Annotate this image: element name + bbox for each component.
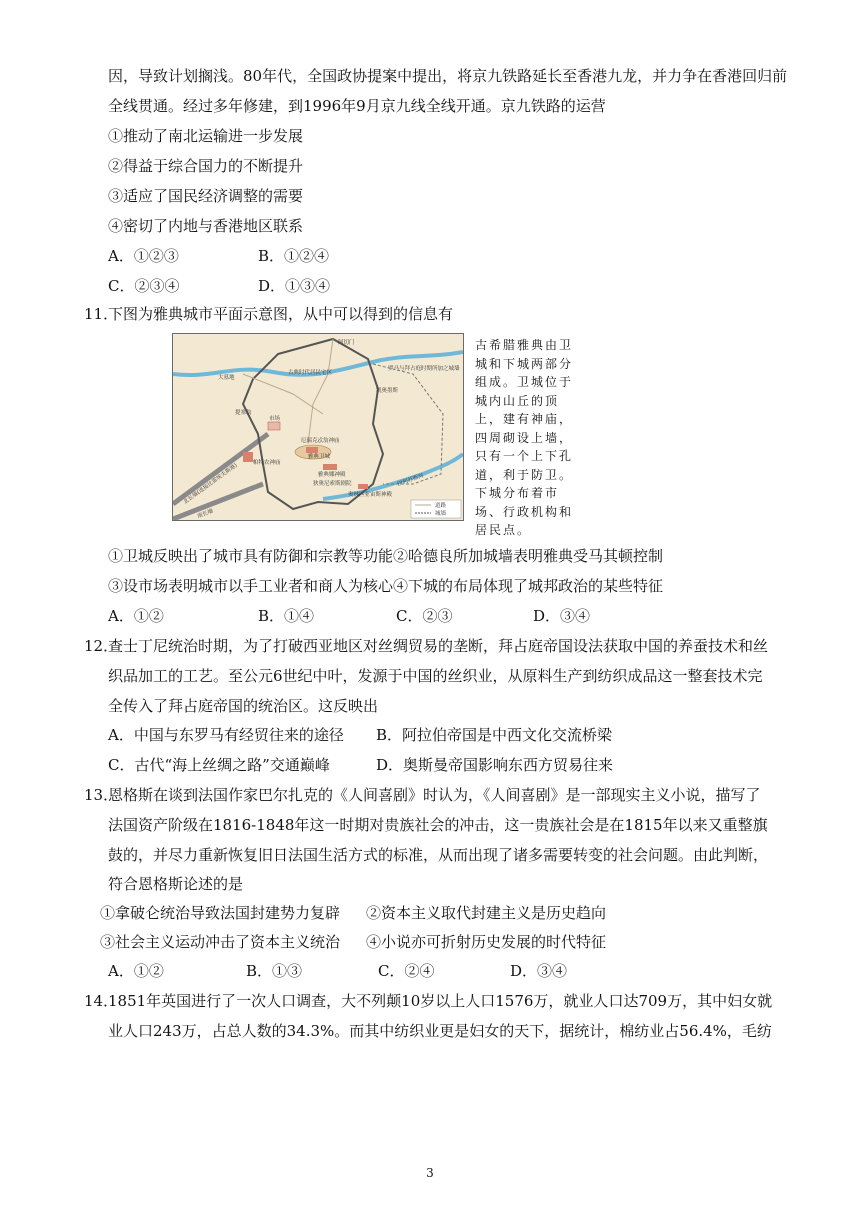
intro-line-1: 因，导致计划搁浅。80年代，全国政协提案中提出，将京九铁路延长至香港九龙，并力争在香港回归前 bbox=[108, 67, 788, 85]
q12-option-c: C．古代“海上丝绸之路”交通巅峰 bbox=[108, 756, 330, 774]
intro-line-2: 全线贯通。经过多年修建，到1996年9月京九线全线开通。京九铁路的运营 bbox=[108, 97, 606, 115]
label-palace: 提塞翁 bbox=[235, 410, 252, 416]
long-wall-north bbox=[173, 434, 268, 504]
legend-road: 道路 bbox=[435, 503, 447, 509]
q11-option-c: C．②③ bbox=[396, 607, 453, 625]
intro-option-a: A．①②③ bbox=[108, 247, 179, 265]
intro-option-b: B．①②④ bbox=[258, 247, 330, 265]
pnyx-mark bbox=[243, 452, 253, 462]
label-river: 伊利苏斯河 bbox=[396, 472, 425, 488]
q11-items-line-2: ③设市场表明城市以手工业者和商人为核心④下城的布局体现了城邦政治的某些特征 bbox=[108, 577, 664, 595]
label-market-top: 凯奥墨斯 bbox=[376, 388, 399, 394]
parthenon-mark bbox=[306, 447, 318, 453]
agora-mark bbox=[268, 422, 280, 430]
q13-option-d: D．③④ bbox=[510, 962, 568, 980]
hadrian-wall bbox=[373, 364, 443, 484]
q11-option-b: B．①④ bbox=[258, 607, 315, 625]
label-long-wall1: 北长墙(连接比雷埃夫斯港) bbox=[182, 462, 239, 506]
olympieion-mark bbox=[358, 484, 368, 489]
label-odeum: 厄瑞克忒翁神庙 bbox=[301, 438, 340, 444]
intro-item-2: ②得益于综合国力的不断提升 bbox=[108, 157, 304, 175]
q11-option-a: A．①② bbox=[108, 607, 164, 625]
label-agora: 市场 bbox=[269, 416, 281, 422]
athens-map bbox=[172, 333, 464, 521]
q12-number: 12． bbox=[84, 637, 119, 655]
q13-line-4: 符合恩格斯论述的是 bbox=[108, 875, 244, 893]
athens-map-drawing bbox=[173, 334, 463, 520]
q12-option-d: D．奥斯曼帝国影响东西方贸易往来 bbox=[376, 756, 614, 774]
intro-option-c: C．②③④ bbox=[108, 277, 180, 295]
q13-item-1: ①拿破仑统治导致法国封建势力复辟 bbox=[100, 904, 341, 922]
q13-option-a: A．①② bbox=[108, 962, 164, 980]
q12-line-2: 织品加工的工艺。至公元6世纪中叶，发源于中国的丝织业，从原料生产到纺织成品这一整套技术完 bbox=[108, 667, 763, 685]
q13-option-c: C．②④ bbox=[378, 962, 435, 980]
q11-number: 11． bbox=[84, 305, 119, 323]
q13-line-3: 鼓的，并尽力重新恢复旧日法国生活方式的标准，从而出现了诸多需要转变的社会问题。由此判断， bbox=[108, 846, 769, 864]
q13-line-1: 恩格斯在谈到法国作家巴尔扎克的《人间喜剧》时认为，《人间喜剧》是一部现实主义小说，描写了 bbox=[108, 786, 761, 804]
q11-stem: 下图为雅典城市平面示意图，从中可以得到的信息有 bbox=[108, 305, 454, 323]
map-caption: 古希腊雅典由卫城和下城两部分组成。卫城位于城内山丘的顶上，建有神庙，四周砌设上墙，只有一个上下孔道，利于防卫。下城分布着市场、行政机构和居民点。 bbox=[475, 338, 574, 537]
q13-option-b: B．①③ bbox=[246, 962, 303, 980]
q13-number: 13． bbox=[84, 786, 119, 804]
intro-item-3: ③适应了国民经济调整的需要 bbox=[108, 187, 304, 205]
label-district2: 罗马与拜占庭时期所加之城墙 bbox=[388, 366, 460, 372]
q13-item-4: ④小说亦可折射历史发展的时代特征 bbox=[366, 933, 607, 951]
q13-item-2: ②资本主义取代封建主义是历史趋向 bbox=[366, 904, 607, 922]
q11-items-line-1: ①卫城反映出了城市具有防御和宗教等功能②哈德良所加城墙表明雅典受马其顿控制 bbox=[108, 547, 664, 565]
label-athena: 雅典娜神殿 bbox=[318, 472, 346, 478]
q13-item-3: ③社会主义运动冲击了资本主义统治 bbox=[100, 933, 341, 951]
label-long-wall2: 南长墙 bbox=[196, 508, 215, 520]
page-number: 3 bbox=[426, 1166, 434, 1180]
label-tomb: 大墓地 bbox=[218, 375, 235, 381]
q12-line-3: 全传入了拜占庭帝国的统治区。这反映出 bbox=[108, 697, 379, 715]
label-district1: 古典时代居民宅区 bbox=[288, 370, 333, 376]
intro-item-1: ①推动了南北运输进一步发展 bbox=[108, 127, 304, 145]
q12-option-b: B．阿拉伯帝国是中西文化交流桥梁 bbox=[376, 726, 613, 744]
label-olympieion: 奥林匹亚宙斯神殿 bbox=[348, 492, 393, 498]
label-parthenon: 帕特农神庙 bbox=[253, 460, 281, 466]
q14-line-1: 1851年英国进行了一次人口调查，大不列颠10岁以上人口1576万，就业人口达709万，其中妇女就 bbox=[108, 992, 773, 1010]
q13-line-2: 法国资产阶级在1816-1848年这一时期对贵族社会的冲击，这一贵族社会是在1815年以来又重整旗 bbox=[108, 816, 768, 834]
intro-option-d: D．①③④ bbox=[258, 277, 331, 295]
label-acropolis: 雅典卫城 bbox=[308, 454, 331, 460]
q14-number: 14． bbox=[84, 992, 119, 1010]
q12-option-a: A．中国与东罗马有经贸往来的途径 bbox=[108, 726, 344, 744]
label-gate: 阿切门 bbox=[338, 340, 355, 346]
q14-line-2: 业人口243万，占总人数的34.3%。而其中纺织业更是妇女的天下，据统计，棉纺业占56.4%，毛纺 bbox=[108, 1022, 772, 1040]
label-dionysus: 狄奥尼索斯剧院 bbox=[313, 481, 352, 487]
intro-item-4: ④密切了内地与香港地区联系 bbox=[108, 217, 304, 235]
theatre-mark bbox=[323, 464, 337, 470]
q12-line-1: 查士丁尼统治时期，为了打破西亚地区对丝绸贸易的垄断，拜占庭帝国设法获取中国的养蚕技术和丝 bbox=[108, 637, 769, 655]
legend-wall: 城墙 bbox=[435, 511, 447, 517]
q11-option-d: D．③④ bbox=[533, 607, 591, 625]
